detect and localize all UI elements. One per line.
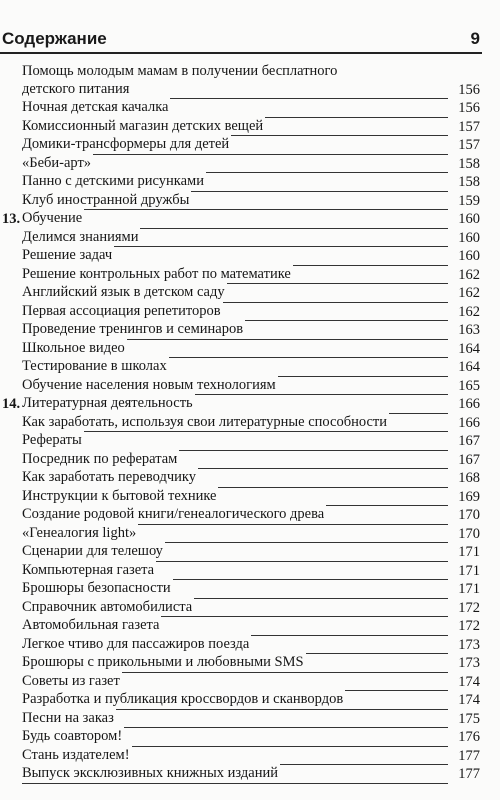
toc-entry-title: Обучение: [22, 210, 83, 226]
toc-page-number: 156: [458, 81, 480, 98]
toc-entry: [0, 469, 482, 488]
toc-entry: [0, 617, 482, 636]
toc-entry: [0, 192, 482, 211]
toc-leader-line: [22, 598, 448, 618]
toc-leader-line: [22, 635, 448, 655]
toc-page-number: 166: [458, 396, 480, 412]
toc-entry: [0, 543, 482, 562]
toc-chapter-entry: [0, 395, 482, 414]
toc-page-number: 175: [458, 710, 480, 727]
toc-entry: [0, 340, 482, 359]
toc-leader-line: [22, 764, 448, 784]
toc-entry-title: Создание родовой книги/генеалогического древа: [22, 506, 325, 522]
toc-entry: [0, 414, 482, 433]
toc-entry: [0, 636, 482, 655]
toc-entry-title: Брошюры с прикольными и любовными SMS: [22, 654, 304, 670]
toc-leader-line: [22, 80, 448, 100]
toc-page-number: 162: [458, 303, 480, 320]
toc-page-number: 177: [458, 747, 480, 764]
toc-entry-title: Стань издателем!: [22, 746, 130, 763]
toc-entry: [0, 599, 482, 618]
toc-entry-title: Школьное видео: [22, 339, 125, 356]
toc-leader-line: [22, 302, 448, 322]
toc-entry-title: детского питания: [22, 80, 130, 97]
toc-leader-line: [22, 283, 448, 303]
toc-entry-text-line1: Помощь молодым мамам в получении бесплатного: [22, 63, 338, 79]
toc-page-number: 167: [458, 433, 480, 449]
toc-entry-title: Решение контрольных работ по математике: [22, 265, 291, 282]
running-header: [0, 24, 482, 54]
toc-page-number: 170: [458, 507, 480, 523]
toc-entry: [0, 229, 482, 248]
header-page-number: 9: [470, 29, 480, 48]
toc-page-number: 165: [458, 377, 480, 394]
toc-entry: [0, 525, 482, 544]
toc-leader-line: [22, 339, 448, 359]
toc-page-number: 160: [458, 211, 480, 227]
toc-entry-title: Литературная деятельность: [22, 395, 193, 411]
toc-leader-line: [22, 579, 448, 599]
toc-page-number: 157: [458, 118, 480, 135]
toc-leader-line: [22, 653, 448, 673]
toc-leader-line: [22, 246, 448, 266]
toc-entry-title: Выпуск эксклюзивных книжных изданий: [22, 765, 278, 781]
toc-entry: [0, 765, 482, 784]
toc-leader-line: [22, 154, 448, 174]
toc-page-number: 170: [458, 525, 480, 542]
toc-page-number: 174: [458, 692, 480, 708]
toc-entry-title: Английский язык в детском саду: [22, 284, 225, 300]
toc-page-number: 162: [458, 266, 480, 283]
toc-leader-line: [22, 172, 448, 192]
toc-leader-line: [22, 727, 448, 747]
toc-entry: [0, 118, 482, 137]
toc-entry-title: Комиссионный магазин детских вещей: [22, 117, 264, 134]
toc-entry-title: Посредник по рефератам: [22, 450, 178, 467]
toc-chapter-entry: [0, 210, 482, 229]
toc-leader-line: [22, 505, 448, 525]
toc-page-number: 163: [458, 322, 480, 338]
toc-leader-line: [22, 672, 448, 692]
toc-entry: [0, 173, 482, 192]
toc-entry-title: Песни на заказ: [22, 709, 114, 726]
toc-leader-line: [22, 487, 448, 507]
toc-entry-title: Обучение населения новым технологиям: [22, 376, 276, 393]
toc-page-number: 158: [458, 155, 480, 172]
toc-entry: [0, 432, 482, 451]
toc-page-number: 172: [458, 618, 480, 634]
toc-page-number: 162: [458, 285, 480, 301]
toc-entry: [0, 728, 482, 747]
toc-page-number: 166: [458, 414, 480, 431]
toc-page-number: 156: [458, 100, 480, 116]
toc-page-number: 164: [458, 340, 480, 357]
toc-entry-title: «Беби-арт»: [22, 154, 92, 171]
toc-leader-line: [22, 709, 448, 729]
toc-page-number: 173: [458, 636, 480, 653]
toc-entry: [0, 580, 482, 599]
toc-page-number: 159: [458, 192, 480, 209]
toc-entry-title: Как заработать переводчику: [22, 469, 196, 485]
toc-entry-title: Решение задач: [22, 247, 113, 263]
toc-leader-line: [22, 616, 448, 636]
toc-page-number: 157: [458, 137, 480, 153]
toc-leader-line: [22, 320, 448, 340]
toc-chapter-number: 13.: [2, 211, 21, 227]
toc-entry: [0, 506, 482, 525]
toc-entry: [0, 155, 482, 174]
toc-leader-line: [22, 357, 448, 377]
toc-entry-title: Тестирование в школах: [22, 358, 167, 374]
toc-entry: [0, 691, 482, 710]
toc-entry: [0, 99, 482, 118]
toc-page-number: 173: [458, 655, 480, 671]
toc-entry: [0, 303, 482, 322]
toc-entry: [0, 321, 482, 340]
toc-page-number: 171: [458, 581, 480, 597]
toc-entry: [0, 673, 482, 692]
toc-entry-title: Клуб иностранной дружбы: [22, 191, 190, 208]
toc-entry: [0, 562, 482, 581]
toc-entry-title: Сценарии для телешоу: [22, 543, 163, 559]
toc-entry-title: Разработка и публикация кроссвордов и сканвордов: [22, 691, 344, 707]
toc-page-number: 171: [458, 562, 480, 579]
toc-entry-title: «Генеалогия light»: [22, 524, 137, 541]
header-title: Содержание: [2, 29, 107, 48]
toc-entry: [0, 247, 482, 266]
toc-entry: [0, 136, 482, 155]
toc-page-number: 172: [458, 599, 480, 616]
toc-entry-title: Советы из газет: [22, 672, 120, 689]
toc-page-number: 168: [458, 470, 480, 486]
toc-entry: [0, 747, 482, 766]
toc-leader-line: [22, 265, 448, 285]
toc-page-number: 167: [458, 451, 480, 468]
toc-leader-line: [22, 209, 448, 229]
toc-leader-line: [22, 413, 448, 433]
toc-page-number: 171: [458, 544, 480, 560]
toc-entry-title: Как заработать, используя свои литературные способности: [22, 413, 387, 430]
toc-leader-line: [22, 376, 448, 396]
toc-page-number: 164: [458, 359, 480, 375]
toc-leader-line: [22, 542, 448, 562]
toc-page-number: 160: [458, 229, 480, 246]
toc-page-number: 158: [458, 174, 480, 190]
toc-entry: [0, 451, 482, 470]
table-of-contents: [0, 62, 482, 784]
toc-entry: [0, 710, 482, 729]
toc-entry-title: Справочник автомобилиста: [22, 598, 193, 615]
toc-entry: [0, 62, 482, 99]
toc-leader-line: [22, 561, 448, 581]
toc-entry-title: Панно с детскими рисунками: [22, 173, 204, 189]
toc-entry: [0, 377, 482, 396]
toc-leader-line: [22, 524, 448, 544]
toc-leader-line: [22, 228, 448, 248]
toc-leader-line: [22, 450, 448, 470]
toc-page-number: 160: [458, 248, 480, 264]
toc-entry-title: Инструкции к бытовой технике: [22, 487, 217, 504]
toc-leader-line: [22, 746, 448, 766]
toc-leader-line: [22, 117, 448, 137]
toc-entry-title: Будь соавтором!: [22, 728, 123, 744]
toc-entry-title: Рефераты: [22, 432, 82, 448]
toc-page-number: 176: [458, 729, 480, 745]
toc-entry-title: Ночная детская качалка: [22, 99, 169, 115]
toc-page-number: 177: [458, 766, 480, 782]
toc-entry: [0, 488, 482, 507]
toc-entry-title: Домики-трансформеры для детей: [22, 136, 230, 152]
toc-page-number: 174: [458, 673, 480, 690]
toc-entry-title: Первая ассоциация репетиторов: [22, 302, 221, 319]
toc-page-number: 169: [458, 488, 480, 505]
toc-entry-title: Проведение тренингов и семинаров: [22, 321, 244, 337]
toc-leader-line: [22, 394, 448, 414]
toc-entry: [0, 358, 482, 377]
toc-entry-title: Брошюры безопасности: [22, 580, 171, 596]
toc-leader-line: [22, 98, 448, 118]
toc-leader-line: [22, 191, 448, 211]
toc-leader-line: [22, 135, 448, 155]
toc-leader-line: [22, 431, 448, 451]
toc-entry-title: Делимся знаниями: [22, 228, 139, 245]
toc-chapter-number: 14.: [2, 396, 21, 412]
toc-entry: [0, 654, 482, 673]
toc-entry-title: Автомобильная газета: [22, 617, 160, 633]
toc-leader-line: [22, 690, 448, 710]
toc-entry-title: Компьютерная газета: [22, 561, 155, 578]
toc-entry-title: Легкое чтиво для пассажиров поезда: [22, 635, 250, 652]
toc-entry: [0, 266, 482, 285]
toc-entry: [0, 284, 482, 303]
toc-leader-line: [22, 468, 448, 488]
